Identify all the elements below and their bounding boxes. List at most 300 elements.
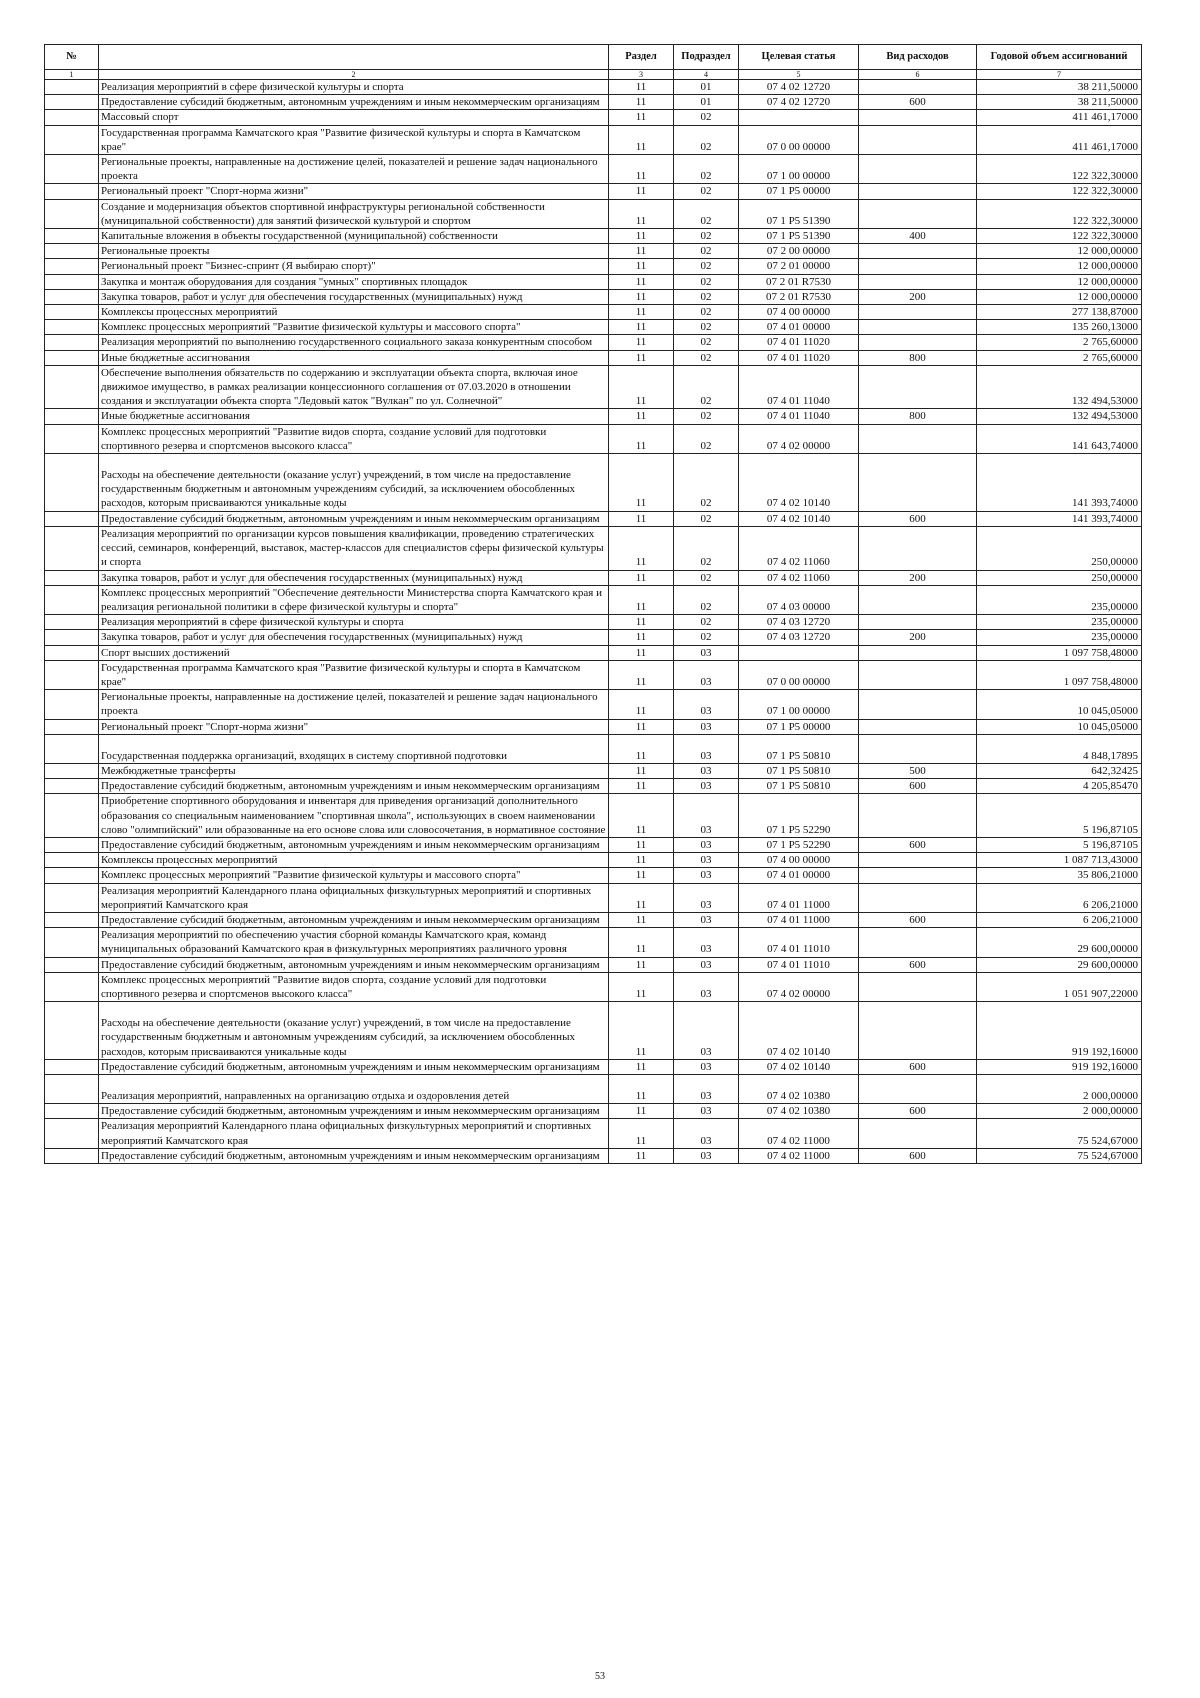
razdel-cell: 11 xyxy=(609,719,674,734)
row-number-cell xyxy=(45,350,99,365)
razdel-cell: 11 xyxy=(609,570,674,585)
annual-sum-cell: 235,00000 xyxy=(977,615,1142,630)
target-article-cell: 07 4 01 11040 xyxy=(739,409,859,424)
expense-type-cell xyxy=(859,365,977,409)
razdel-cell: 11 xyxy=(609,763,674,778)
annual-sum-cell: 29 600,00000 xyxy=(977,957,1142,972)
expense-type-cell xyxy=(859,972,977,1001)
table-row xyxy=(45,454,1142,512)
annual-sum-cell: 5 196,87105 xyxy=(977,837,1142,852)
expense-type-cell: 600 xyxy=(859,95,977,110)
target-article-cell: 07 4 02 11000 xyxy=(739,1148,859,1163)
target-article-cell: 07 1 P5 00000 xyxy=(739,719,859,734)
expense-type-cell xyxy=(859,615,977,630)
item-name-cell: Закупка товаров, работ и услуг для обеспечения государственных (муниципальных) нужд xyxy=(99,289,609,304)
razdel-cell: 11 xyxy=(609,95,674,110)
row-number-cell xyxy=(45,972,99,1001)
row-number-cell xyxy=(45,853,99,868)
table-row xyxy=(45,155,1142,184)
razdel-cell: 11 xyxy=(609,794,674,838)
razdel-cell: 11 xyxy=(609,928,674,957)
target-article-cell: 07 4 01 11000 xyxy=(739,912,859,927)
annual-sum-cell: 919 192,16000 xyxy=(977,1002,1142,1060)
table-row xyxy=(45,511,1142,526)
target-article-cell: 07 4 00 00000 xyxy=(739,305,859,320)
razdel-cell: 11 xyxy=(609,615,674,630)
target-article-cell: 07 1 00 00000 xyxy=(739,690,859,719)
podrazdel-cell: 02 xyxy=(674,199,739,228)
target-article-cell: 07 0 00 00000 xyxy=(739,125,859,154)
razdel-cell: 11 xyxy=(609,244,674,259)
expense-type-cell: 200 xyxy=(859,570,977,585)
expense-type-cell xyxy=(859,305,977,320)
razdel-cell: 11 xyxy=(609,454,674,512)
column-index: 4 xyxy=(674,70,739,80)
expense-type-cell: 600 xyxy=(859,511,977,526)
annual-sum-cell: 122 322,30000 xyxy=(977,199,1142,228)
target-article-cell: 07 4 00 00000 xyxy=(739,853,859,868)
expense-type-cell xyxy=(859,1002,977,1060)
row-number-cell xyxy=(45,289,99,304)
annual-sum-cell: 75 524,67000 xyxy=(977,1148,1142,1163)
podrazdel-cell: 03 xyxy=(674,853,739,868)
annual-sum-cell: 2 765,60000 xyxy=(977,335,1142,350)
header-number: № xyxy=(45,45,99,70)
annual-sum-cell: 135 260,13000 xyxy=(977,320,1142,335)
target-article-cell xyxy=(739,110,859,125)
razdel-cell: 11 xyxy=(609,110,674,125)
annual-sum-cell: 38 211,50000 xyxy=(977,95,1142,110)
row-number-cell xyxy=(45,305,99,320)
annual-sum-cell: 4 205,85470 xyxy=(977,779,1142,794)
podrazdel-cell: 03 xyxy=(674,837,739,852)
table-row xyxy=(45,853,1142,868)
target-article-cell: 07 4 02 12720 xyxy=(739,80,859,95)
annual-sum-cell: 122 322,30000 xyxy=(977,155,1142,184)
row-number-cell xyxy=(45,259,99,274)
table-body xyxy=(45,80,1142,1164)
target-article-cell: 07 4 02 10140 xyxy=(739,1059,859,1074)
row-number-cell xyxy=(45,570,99,585)
row-number-cell xyxy=(45,837,99,852)
row-number-cell xyxy=(45,409,99,424)
razdel-cell: 11 xyxy=(609,779,674,794)
row-number-cell xyxy=(45,719,99,734)
row-number-cell xyxy=(45,1059,99,1074)
podrazdel-cell: 03 xyxy=(674,912,739,927)
item-name-cell: Региональные проекты, направленные на достижение целей, показателей и решение задач национального проекта xyxy=(99,690,609,719)
razdel-cell: 11 xyxy=(609,734,674,763)
item-name-cell: Реализация мероприятий в сфере физической культуры и спорта xyxy=(99,615,609,630)
item-name-cell: Предоставление субсидий бюджетным, автономным учреждениям и иным некоммерческим организациям xyxy=(99,1104,609,1119)
expense-type-cell: 600 xyxy=(859,1059,977,1074)
target-article-cell: 07 4 01 00000 xyxy=(739,868,859,883)
razdel-cell: 11 xyxy=(609,883,674,912)
table-row xyxy=(45,305,1142,320)
annual-sum-cell: 235,00000 xyxy=(977,585,1142,614)
table-row xyxy=(45,409,1142,424)
table-row xyxy=(45,660,1142,689)
table-row xyxy=(45,868,1142,883)
row-number-cell xyxy=(45,424,99,453)
podrazdel-cell: 03 xyxy=(674,1075,739,1104)
razdel-cell: 11 xyxy=(609,289,674,304)
podrazdel-cell: 03 xyxy=(674,972,739,1001)
podrazdel-cell: 02 xyxy=(674,365,739,409)
item-name-cell: Спорт высших достижений xyxy=(99,645,609,660)
expense-type-cell xyxy=(859,110,977,125)
expense-type-cell xyxy=(859,883,977,912)
table-row xyxy=(45,837,1142,852)
annual-sum-cell: 10 045,05000 xyxy=(977,690,1142,719)
target-article-cell: 07 1 00 00000 xyxy=(739,155,859,184)
row-number-cell xyxy=(45,630,99,645)
item-name-cell: Реализация мероприятий Календарного плана официальных физкультурных мероприятий и спортивных мероприятий Камчатского края xyxy=(99,883,609,912)
annual-sum-cell: 2 000,00000 xyxy=(977,1104,1142,1119)
item-name-cell: Государственная программа Камчатского края "Развитие физической культуры и спорта в Камчатском крае" xyxy=(99,125,609,154)
row-number-cell xyxy=(45,615,99,630)
table-row xyxy=(45,763,1142,778)
annual-sum-cell: 919 192,16000 xyxy=(977,1059,1142,1074)
razdel-cell: 11 xyxy=(609,350,674,365)
item-name-cell: Реализация мероприятий по обеспечению участия сборной команды Камчатского края, команд муниципальных образований Камчатского края в физкультурных мероприятиях различного уровня xyxy=(99,928,609,957)
annual-sum-cell: 12 000,00000 xyxy=(977,244,1142,259)
podrazdel-cell: 02 xyxy=(674,454,739,512)
header-podrazdel: Подраздел xyxy=(674,45,739,70)
item-name-cell: Массовый спорт xyxy=(99,110,609,125)
row-number-cell xyxy=(45,928,99,957)
table-row xyxy=(45,779,1142,794)
razdel-cell: 11 xyxy=(609,259,674,274)
target-article-cell: 07 4 02 10140 xyxy=(739,1002,859,1060)
razdel-cell: 11 xyxy=(609,155,674,184)
item-name-cell: Иные бюджетные ассигнования xyxy=(99,409,609,424)
expense-type-cell xyxy=(859,244,977,259)
expense-type-cell: 800 xyxy=(859,409,977,424)
annual-sum-cell: 6 206,21000 xyxy=(977,883,1142,912)
table-row xyxy=(45,690,1142,719)
item-name-cell: Комплекс процессных мероприятий "Развитие физической культуры и массового спорта" xyxy=(99,868,609,883)
row-number-cell xyxy=(45,229,99,244)
target-article-cell: 07 4 02 00000 xyxy=(739,972,859,1001)
annual-sum-cell: 277 138,87000 xyxy=(977,305,1142,320)
expense-type-cell xyxy=(859,690,977,719)
expense-type-cell: 600 xyxy=(859,912,977,927)
expense-type-cell: 500 xyxy=(859,763,977,778)
table-row xyxy=(45,1075,1142,1104)
column-index-row xyxy=(45,70,1142,80)
razdel-cell: 11 xyxy=(609,1075,674,1104)
podrazdel-cell: 01 xyxy=(674,80,739,95)
expense-type-cell: 400 xyxy=(859,229,977,244)
razdel-cell: 11 xyxy=(609,511,674,526)
table-row xyxy=(45,585,1142,614)
razdel-cell: 11 xyxy=(609,853,674,868)
podrazdel-cell: 02 xyxy=(674,335,739,350)
table-row xyxy=(45,335,1142,350)
table-header-row xyxy=(45,45,1142,70)
expense-type-cell xyxy=(859,125,977,154)
header-vid: Вид расходов xyxy=(859,45,977,70)
row-number-cell xyxy=(45,734,99,763)
podrazdel-cell: 02 xyxy=(674,424,739,453)
expense-type-cell xyxy=(859,320,977,335)
podrazdel-cell: 02 xyxy=(674,125,739,154)
razdel-cell: 11 xyxy=(609,1148,674,1163)
table-row xyxy=(45,972,1142,1001)
item-name-cell: Комплекс процессных мероприятий "Развитие видов спорта, создание условий для подготовки спортивного резерва и спортсменов высокого класса" xyxy=(99,424,609,453)
table-row xyxy=(45,1104,1142,1119)
item-name-cell: Межбюджетные трансферты xyxy=(99,763,609,778)
razdel-cell: 11 xyxy=(609,585,674,614)
target-article-cell: 07 4 01 11020 xyxy=(739,335,859,350)
razdel-cell: 11 xyxy=(609,424,674,453)
expense-type-cell xyxy=(859,274,977,289)
target-article-cell: 07 4 01 11020 xyxy=(739,350,859,365)
item-name-cell: Комплексы процессных мероприятий xyxy=(99,853,609,868)
razdel-cell: 11 xyxy=(609,1104,674,1119)
table-row xyxy=(45,645,1142,660)
annual-sum-cell: 411 461,17000 xyxy=(977,110,1142,125)
razdel-cell: 11 xyxy=(609,1002,674,1060)
item-name-cell: Обеспечение выполнения обязательств по содержанию и эксплуатации объекта спорта, включая иное движимое имущество, в рамках реализации концессионного соглашения от 07.03.2020 в отношении создания и эксплуатации объекта спорта "Ледовый каток "Вулкан" по ул. Солнечной" xyxy=(99,365,609,409)
row-number-cell xyxy=(45,763,99,778)
table-row xyxy=(45,289,1142,304)
target-article-cell: 07 4 01 11010 xyxy=(739,928,859,957)
expense-type-cell: 200 xyxy=(859,630,977,645)
razdel-cell: 11 xyxy=(609,1119,674,1148)
annual-sum-cell: 6 206,21000 xyxy=(977,912,1142,927)
podrazdel-cell: 02 xyxy=(674,244,739,259)
podrazdel-cell: 01 xyxy=(674,95,739,110)
item-name-cell: Предоставление субсидий бюджетным, автономным учреждениям и иным некоммерческим организациям xyxy=(99,957,609,972)
header-target: Целевая статья xyxy=(739,45,859,70)
podrazdel-cell: 03 xyxy=(674,868,739,883)
table-row xyxy=(45,259,1142,274)
row-number-cell xyxy=(45,660,99,689)
row-number-cell xyxy=(45,690,99,719)
row-number-cell xyxy=(45,883,99,912)
annual-sum-cell: 35 806,21000 xyxy=(977,868,1142,883)
item-name-cell: Региональный проект "Бизнес-спринт (Я выбираю спорт)" xyxy=(99,259,609,274)
annual-sum-cell: 4 848,17895 xyxy=(977,734,1142,763)
podrazdel-cell: 02 xyxy=(674,259,739,274)
podrazdel-cell: 03 xyxy=(674,1002,739,1060)
row-number-cell xyxy=(45,794,99,838)
header-name xyxy=(99,45,609,70)
podrazdel-cell: 02 xyxy=(674,585,739,614)
podrazdel-cell: 02 xyxy=(674,350,739,365)
podrazdel-cell: 03 xyxy=(674,660,739,689)
podrazdel-cell: 03 xyxy=(674,690,739,719)
row-number-cell xyxy=(45,868,99,883)
target-article-cell: 07 1 P5 51390 xyxy=(739,229,859,244)
item-name-cell: Реализация мероприятий по выполнению государственного социального заказа конкурентным способом xyxy=(99,335,609,350)
item-name-cell: Иные бюджетные ассигнования xyxy=(99,350,609,365)
table-row xyxy=(45,110,1142,125)
row-number-cell xyxy=(45,199,99,228)
expense-type-cell xyxy=(859,259,977,274)
target-article-cell: 07 1 P5 50810 xyxy=(739,763,859,778)
annual-sum-cell: 141 393,74000 xyxy=(977,511,1142,526)
annual-sum-cell: 2 000,00000 xyxy=(977,1075,1142,1104)
header-razdel: Раздел xyxy=(609,45,674,70)
header-sum: Годовой объем ассигнований xyxy=(977,45,1142,70)
item-name-cell: Региональные проекты, направленные на достижение целей, показателей и решение задач национального проекта xyxy=(99,155,609,184)
annual-sum-cell: 122 322,30000 xyxy=(977,184,1142,199)
podrazdel-cell: 02 xyxy=(674,274,739,289)
expense-type-cell xyxy=(859,199,977,228)
podrazdel-cell: 02 xyxy=(674,526,739,570)
expense-type-cell: 200 xyxy=(859,289,977,304)
column-index: 2 xyxy=(99,70,609,80)
annual-sum-cell: 1 097 758,48000 xyxy=(977,645,1142,660)
expense-type-cell xyxy=(859,424,977,453)
podrazdel-cell: 03 xyxy=(674,734,739,763)
razdel-cell: 11 xyxy=(609,526,674,570)
annual-sum-cell: 122 322,30000 xyxy=(977,229,1142,244)
expense-type-cell xyxy=(859,80,977,95)
annual-sum-cell: 75 524,67000 xyxy=(977,1119,1142,1148)
razdel-cell: 11 xyxy=(609,1059,674,1074)
razdel-cell: 11 xyxy=(609,125,674,154)
table-row xyxy=(45,274,1142,289)
item-name-cell: Создание и модернизация объектов спортивной инфраструктуры региональной собственности (муниципальной собственности) для занятий физической культурой и спортом xyxy=(99,199,609,228)
expense-type-cell xyxy=(859,1075,977,1104)
podrazdel-cell: 03 xyxy=(674,1059,739,1074)
table-row xyxy=(45,365,1142,409)
table-row xyxy=(45,912,1142,927)
target-article-cell: 07 1 P5 00000 xyxy=(739,184,859,199)
table-row xyxy=(45,526,1142,570)
target-article-cell: 07 2 00 00000 xyxy=(739,244,859,259)
podrazdel-cell: 02 xyxy=(674,305,739,320)
target-article-cell: 07 4 02 11000 xyxy=(739,1119,859,1148)
podrazdel-cell: 02 xyxy=(674,229,739,244)
row-number-cell xyxy=(45,585,99,614)
target-article-cell: 07 4 02 00000 xyxy=(739,424,859,453)
item-name-cell: Реализация мероприятий в сфере физической культуры и спорта xyxy=(99,80,609,95)
annual-sum-cell: 12 000,00000 xyxy=(977,259,1142,274)
target-article-cell: 07 1 P5 50810 xyxy=(739,734,859,763)
annual-sum-cell: 1 097 758,48000 xyxy=(977,660,1142,689)
razdel-cell: 11 xyxy=(609,409,674,424)
podrazdel-cell: 02 xyxy=(674,289,739,304)
table-row xyxy=(45,570,1142,585)
razdel-cell: 11 xyxy=(609,365,674,409)
row-number-cell xyxy=(45,184,99,199)
item-name-cell: Комплекс процессных мероприятий "Обеспечение деятельности Министерства спорта Камчатского края и реализация региональной политики в сфере физической культуры и спорта" xyxy=(99,585,609,614)
podrazdel-cell: 02 xyxy=(674,615,739,630)
table-row xyxy=(45,615,1142,630)
target-article-cell: 07 1 P5 52290 xyxy=(739,837,859,852)
row-number-cell xyxy=(45,274,99,289)
podrazdel-cell: 03 xyxy=(674,794,739,838)
row-number-cell xyxy=(45,244,99,259)
table-row xyxy=(45,719,1142,734)
row-number-cell xyxy=(45,365,99,409)
table-row xyxy=(45,957,1142,972)
expense-type-cell xyxy=(859,335,977,350)
table-row xyxy=(45,1119,1142,1148)
row-number-cell xyxy=(45,912,99,927)
table-row xyxy=(45,80,1142,95)
row-number-cell xyxy=(45,645,99,660)
target-article-cell: 07 4 02 11060 xyxy=(739,570,859,585)
podrazdel-cell: 03 xyxy=(674,1104,739,1119)
razdel-cell: 11 xyxy=(609,660,674,689)
expense-type-cell xyxy=(859,928,977,957)
podrazdel-cell: 02 xyxy=(674,511,739,526)
target-article-cell: 07 4 01 11000 xyxy=(739,883,859,912)
annual-sum-cell: 411 461,17000 xyxy=(977,125,1142,154)
item-name-cell: Предоставление субсидий бюджетным, автономным учреждениям и иным некоммерческим организациям xyxy=(99,912,609,927)
item-name-cell: Региональные проекты xyxy=(99,244,609,259)
table-row xyxy=(45,1002,1142,1060)
podrazdel-cell: 03 xyxy=(674,719,739,734)
row-number-cell xyxy=(45,320,99,335)
item-name-cell: Комплексы процессных мероприятий xyxy=(99,305,609,320)
target-article-cell: 07 4 02 10380 xyxy=(739,1104,859,1119)
item-name-cell: Капитальные вложения в объекты государственной (муниципальной) собственности xyxy=(99,229,609,244)
table-row xyxy=(45,244,1142,259)
razdel-cell: 11 xyxy=(609,912,674,927)
annual-sum-cell: 5 196,87105 xyxy=(977,794,1142,838)
item-name-cell: Реализация мероприятий по организации курсов повышения квалификации, проведению стратегических сессий, семинаров, конференций, выставок, мастер-классов для специалистов сферы физической культуры и спорта xyxy=(99,526,609,570)
razdel-cell: 11 xyxy=(609,645,674,660)
item-name-cell: Закупка и монтаж оборудования для создания "умных" спортивных площадок xyxy=(99,274,609,289)
expense-type-cell: 600 xyxy=(859,1104,977,1119)
item-name-cell: Предоставление субсидий бюджетным, автономным учреждениям и иным некоммерческим организациям xyxy=(99,1059,609,1074)
row-number-cell xyxy=(45,779,99,794)
row-number-cell xyxy=(45,110,99,125)
target-article-cell: 07 4 02 10140 xyxy=(739,511,859,526)
row-number-cell xyxy=(45,95,99,110)
table-row xyxy=(45,184,1142,199)
razdel-cell: 11 xyxy=(609,837,674,852)
column-index: 3 xyxy=(609,70,674,80)
item-name-cell: Реализация мероприятий Календарного плана официальных физкультурных мероприятий и спортивных мероприятий Камчатского края xyxy=(99,1119,609,1148)
row-number-cell xyxy=(45,80,99,95)
table-row xyxy=(45,229,1142,244)
expense-type-cell xyxy=(859,1119,977,1148)
razdel-cell: 11 xyxy=(609,199,674,228)
item-name-cell: Предоставление субсидий бюджетным, автономным учреждениям и иным некоммерческим организациям xyxy=(99,1148,609,1163)
expense-type-cell xyxy=(859,184,977,199)
annual-sum-cell: 38 211,50000 xyxy=(977,80,1142,95)
row-number-cell xyxy=(45,125,99,154)
target-article-cell: 07 2 01 00000 xyxy=(739,259,859,274)
podrazdel-cell: 03 xyxy=(674,645,739,660)
expense-type-cell xyxy=(859,719,977,734)
razdel-cell: 11 xyxy=(609,229,674,244)
table-row xyxy=(45,199,1142,228)
annual-sum-cell: 132 494,53000 xyxy=(977,365,1142,409)
expense-type-cell xyxy=(859,734,977,763)
podrazdel-cell: 02 xyxy=(674,320,739,335)
expense-type-cell: 600 xyxy=(859,957,977,972)
podrazdel-cell: 02 xyxy=(674,155,739,184)
annual-sum-cell: 2 765,60000 xyxy=(977,350,1142,365)
table-row xyxy=(45,630,1142,645)
razdel-cell: 11 xyxy=(609,80,674,95)
target-article-cell: 07 0 00 00000 xyxy=(739,660,859,689)
page-number: 53 xyxy=(595,1671,605,1682)
razdel-cell: 11 xyxy=(609,184,674,199)
razdel-cell: 11 xyxy=(609,274,674,289)
target-article-cell: 07 4 02 10380 xyxy=(739,1075,859,1104)
target-article-cell: 07 1 P5 51390 xyxy=(739,199,859,228)
